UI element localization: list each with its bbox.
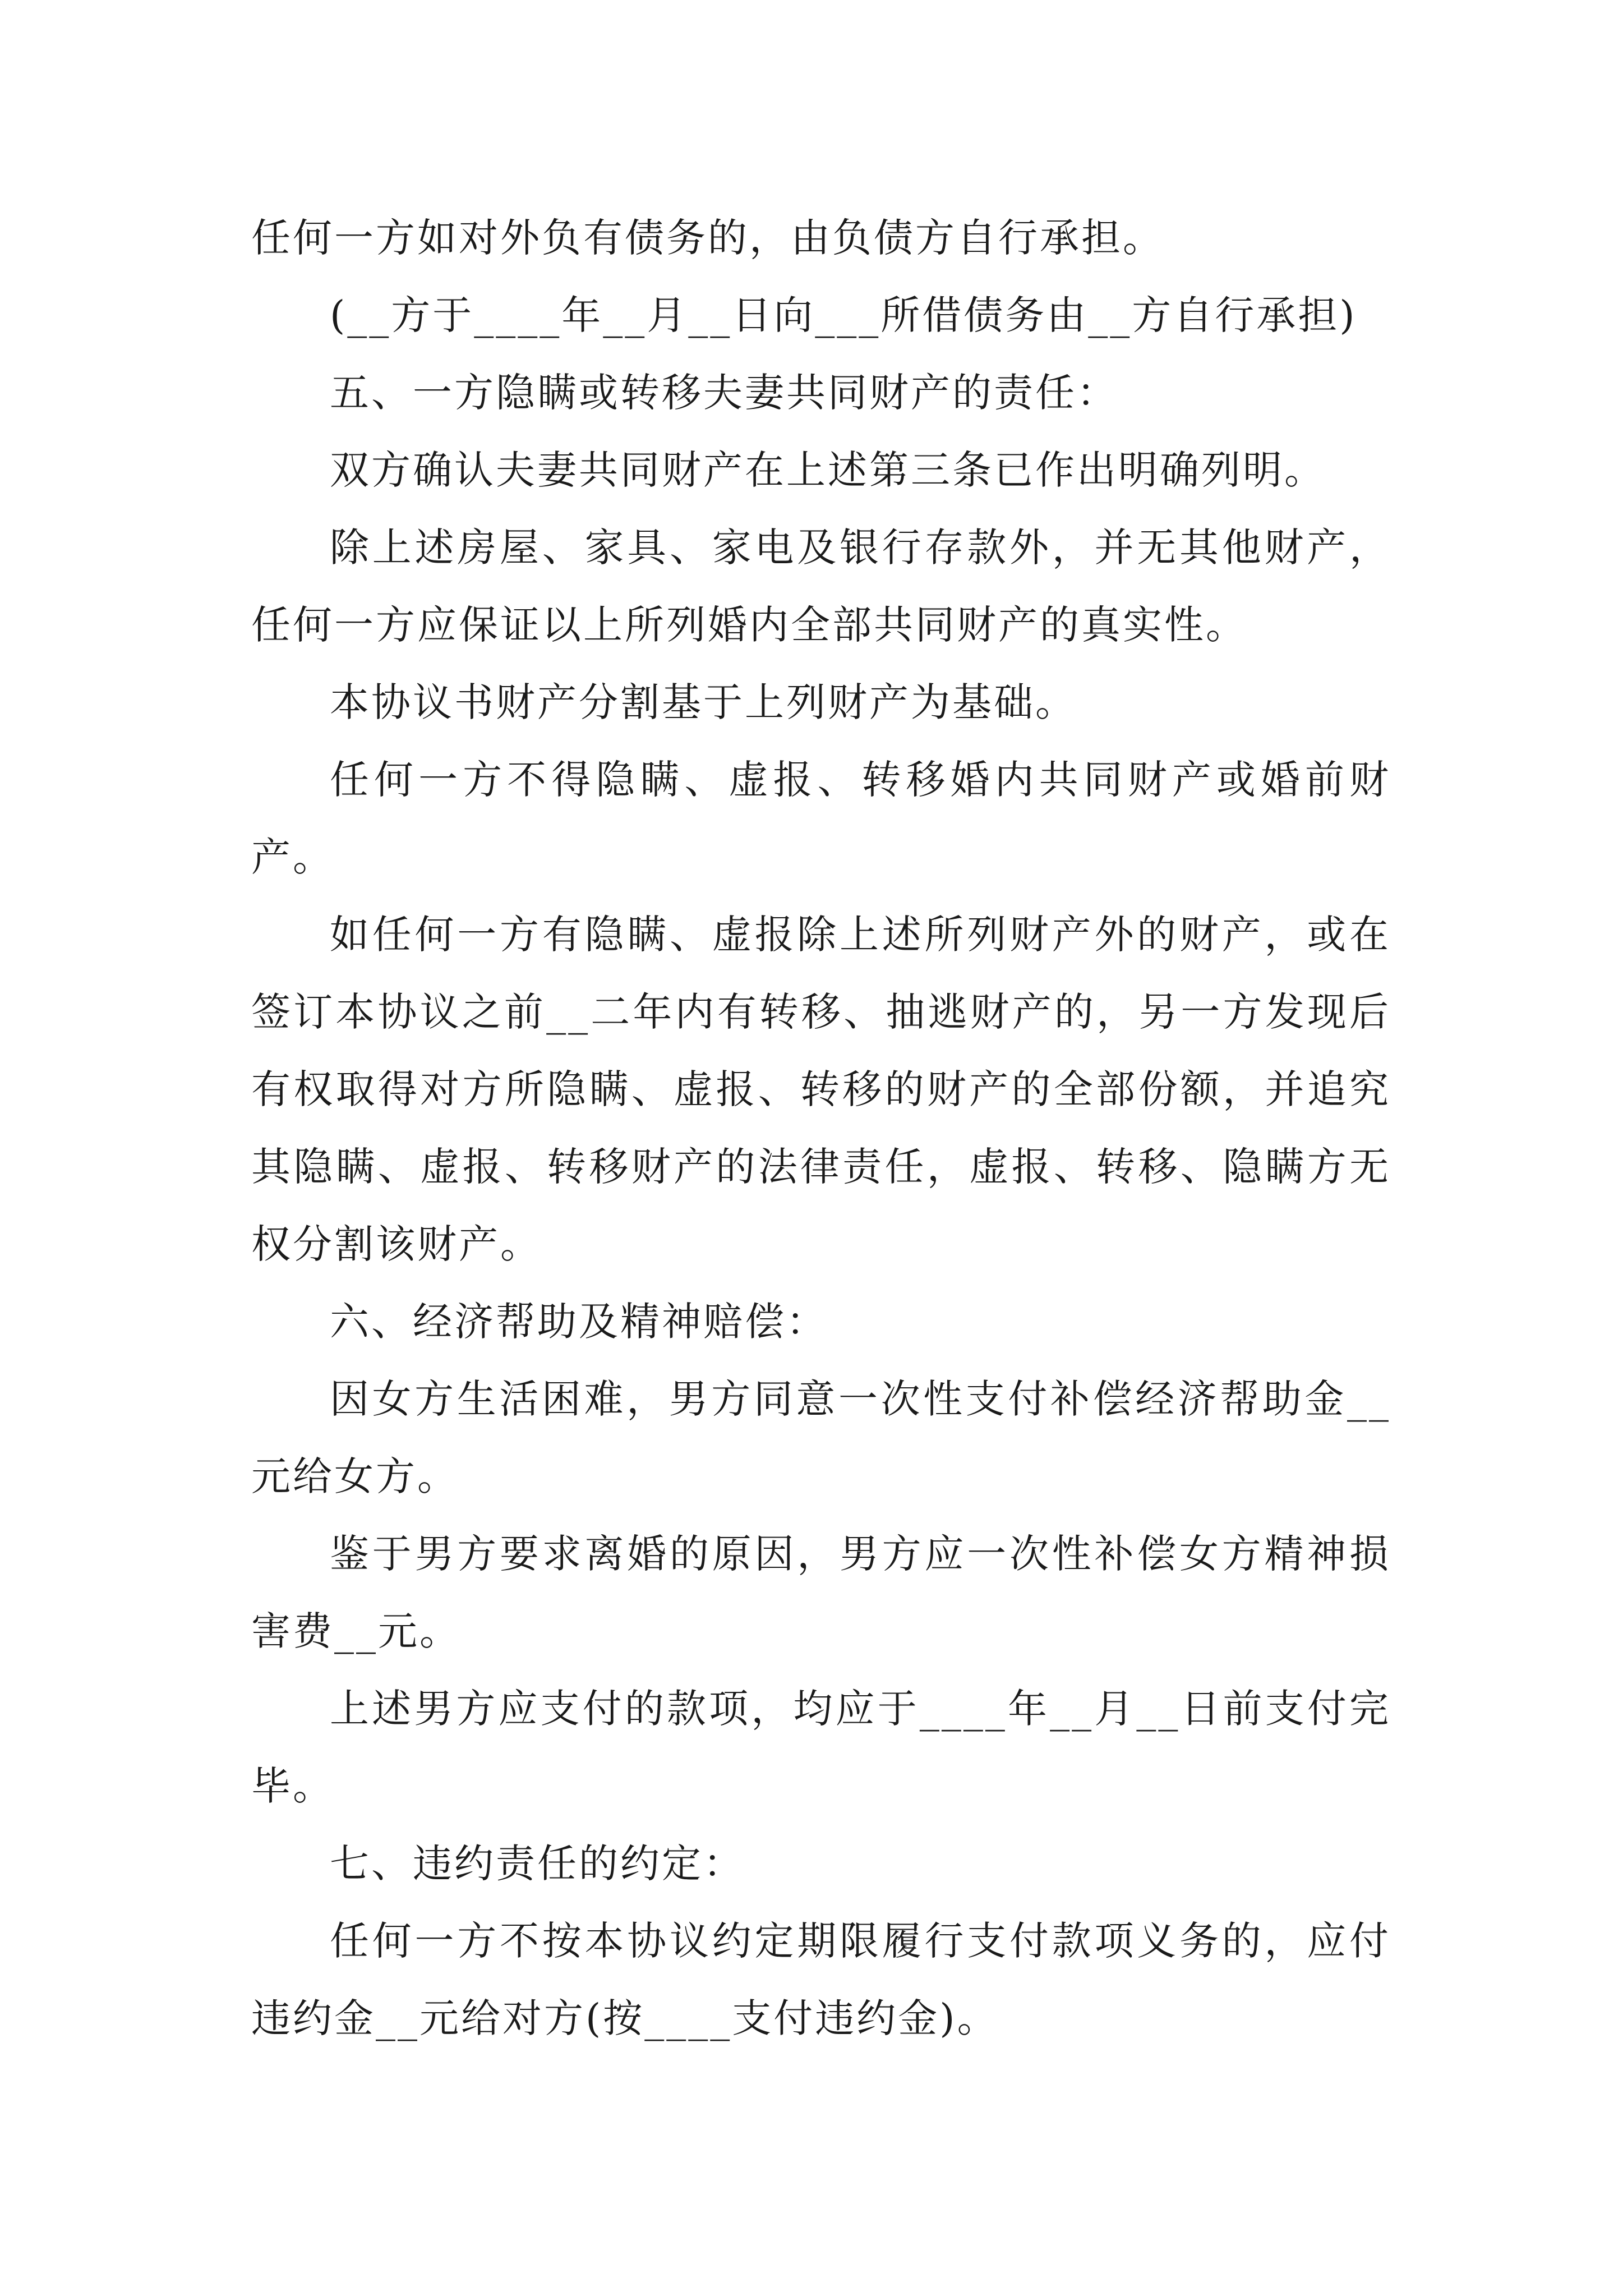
document-body (251, 199, 1391, 2057)
section-heading-5: 五、一方隐瞒或转移夫妻共同财产的责任： (330, 370, 1118, 416)
paragraph-division-basis: 本协议书财产分割基于上列财产为基础。 (330, 679, 1077, 725)
paragraph-no-other-property: 除上述房屋、家具、家电及银行存款外，并无其他财产，任何一方应保证以上所列婚内全部共同财产的真实性。 (251, 524, 1391, 648)
paragraph-concealment-penalty: 如任何一方有隐瞒、虚报除上述所列财产外的财产，或在签订本协议之前__二年内有转移、抽逃财产的，另一方发现后有权取得对方所隐瞒、虚报、转移的财产的全部份额，并追究其隐瞒、虚报、转移财产的法律责任，虚报、转移、隐瞒方无权分割该财产。 (251, 912, 1391, 1267)
paragraph-mental-compensation: 鉴于男方要求离婚的原因，男方应一次性补偿女方精神损害费__元。 (251, 1531, 1391, 1654)
section-heading-6: 六、经济帮助及精神赔偿： (330, 1299, 828, 1345)
section-heading-7: 七、违约责任的约定： (330, 1841, 745, 1887)
paragraph-payment-deadline: 上述男方应支付的款项，均应于____年__月__日前支付完毕。 (251, 1686, 1391, 1809)
paragraph-debt-blank-form: (__方于____年__月__日向___所借债务由__方自行承担) (330, 292, 1357, 338)
paragraph-economic-assistance: 因女方生活困难，男方同意一次性支付补偿经济帮助金__元给女方。 (251, 1376, 1391, 1499)
paragraph-breach-penalty: 任何一方不按本协议约定期限履行支付款项义务的，应付违约金__元给对方(按____支付违约金)。 (251, 1918, 1391, 2041)
paragraph-property-confirmed: 双方确认夫妻共同财产在上述第三条已作出明确列明。 (330, 447, 1326, 493)
paragraph-debt-responsibility: 任何一方如对外负有债务的，由负债方自行承担。 (251, 215, 1164, 261)
paragraph-no-concealment: 任何一方不得隐瞒、虚报、转移婚内共同财产或婚前财产。 (251, 757, 1391, 880)
